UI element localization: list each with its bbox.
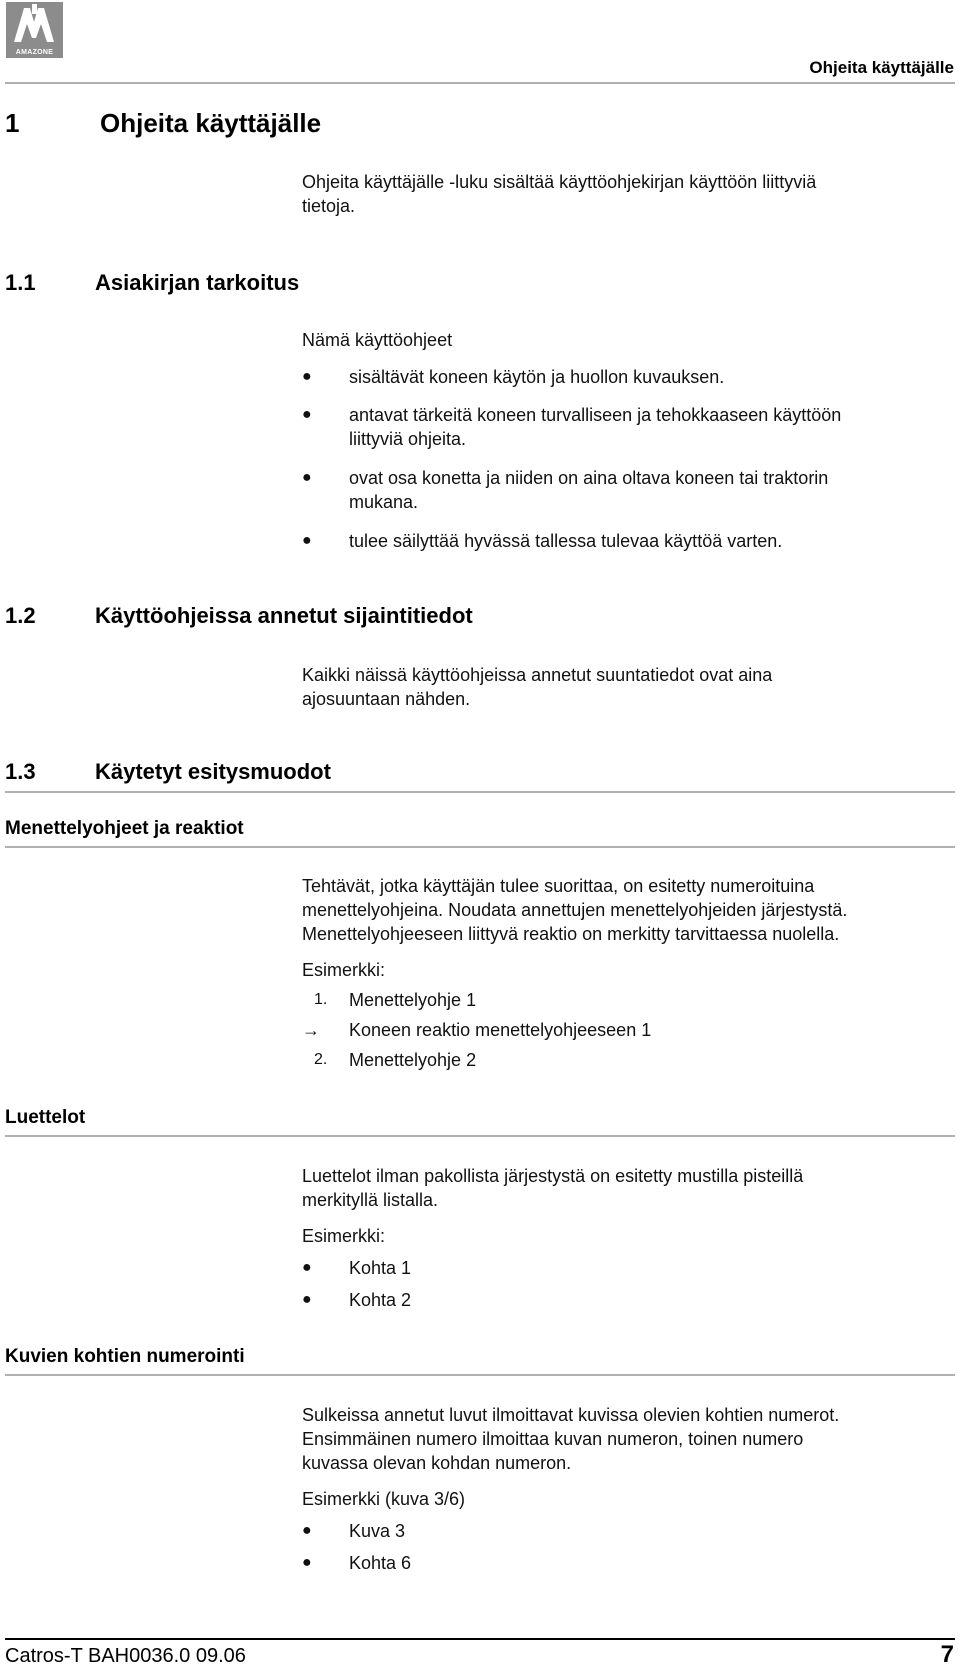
section-number: 1.3 [5,759,36,784]
text-line: merkityllä listalla. [302,1190,439,1210]
step-text: Menettelyohje 2 [349,1050,477,1070]
logo-text: AMAZONE [15,49,54,56]
section-number: 1.1 [5,270,36,295]
bullet-icon: ● [302,1554,312,1571]
text-line: Luettelot ilman pakollista järjestystä on esitetty mustilla pisteillä [302,1166,804,1186]
section-1-2-heading [5,603,473,629]
purpose-lead: Nämä käyttöohjeet [302,330,453,350]
bullet-icon: ● [302,532,312,549]
section-1-1-heading [5,270,299,296]
lists-text [302,1164,942,1212]
section-number: 1 [5,108,20,138]
footer-rule [5,1638,955,1640]
lists-example-label: Esimerkki: [302,1226,386,1246]
text-line: menettelyohjeina. Noudata annettujen menettelyohjeiden järjestystä. [302,900,848,920]
text-line: antavat tärkeitä koneen turvalliseen ja tehokkaaseen käyttöön [349,405,842,425]
section-title: Käyttöohjeissa annetut sijaintitiedot [95,603,473,628]
bullet-icon: ● [302,406,312,423]
bullet-icon: ● [302,1291,312,1308]
text-line: Kohta 6 [349,1553,412,1573]
text-line: Tehtävät, jotka käyttäjän tulee suorittaa, on esitetty numeroituina [302,876,815,896]
section-1-heading [5,108,321,139]
text-line: Menettelyohjeeseen liittyvä reaktio on merkitty tarvittaessa nuolella. [302,924,840,944]
section-number: 1.2 [5,603,36,628]
text-line: kuvassa olevan kohdan numeron. [302,1453,572,1473]
bullet-icon: ● [302,1259,312,1276]
procedures-example-label: Esimerkki: [302,960,386,980]
step-number: 1. [314,991,328,1008]
subsection-rule [5,846,955,848]
numbering-heading: Kuvien kohtien numerointi [5,1346,245,1367]
procedures-text [302,874,942,946]
amazone-logo [6,2,63,58]
numbering-text [302,1403,942,1475]
subsection-rule [5,1135,955,1137]
text-line: sisältävät koneen käytön ja huollon kuvauksen. [349,367,725,387]
logo-icon [6,2,63,46]
text-line: Ensimmäinen numero ilmoittaa kuvan numeron, toinen numero [302,1429,804,1449]
step-text: Menettelyohje 1 [349,990,477,1010]
running-header: Ohjeita käyttäjälle [809,58,954,77]
section-title: Ohjeita käyttäjälle [100,108,322,138]
bullet-icon: ● [302,469,312,486]
reaction-text: Koneen reaktio menettelyohjeeseen 1 [349,1020,652,1040]
lists-heading: Luettelot [5,1107,86,1128]
section-1-3-heading [5,759,331,785]
section-rule [5,791,955,793]
text-line: Ohjeita käyttäjälle -luku sisältää käyttöohjekirjan käyttöön liittyviä [302,172,817,192]
text-line: Sulkeissa annetut luvut ilmoittavat kuvissa olevien kohtien numerot. [302,1405,840,1425]
section-title: Asiakirjan tarkoitus [95,270,300,295]
arrow-right-icon: → [302,1020,320,1040]
section-title: Käytetyt esitysmuodot [95,759,331,784]
subsection-rule [5,1374,955,1376]
location-text [302,663,942,711]
bullet-icon: ● [302,1522,312,1539]
footer-doc-id: Catros-T BAH0036.0 09.06 [5,1645,246,1667]
text-line: liittyviä ohjeita. [349,429,467,449]
text-line: Kuva 3 [349,1521,406,1541]
text-line: Kohta 1 [349,1258,412,1278]
text-line: Kohta 2 [349,1290,412,1310]
text-line: mukana. [349,492,419,512]
text-line: ajosuuntaan nähden. [302,689,471,709]
text-line: ovat osa konetta ja niiden on aina oltava koneen tai traktorin [349,468,829,488]
header-rule [5,82,955,84]
text-line: tulee säilyttää hyvässä tallessa tulevaa käyttöä varten. [349,531,783,551]
page-number: 7 [940,1641,954,1668]
bullet-icon: ● [302,368,312,385]
step-number: 2. [314,1051,328,1068]
text-line: Kaikki näissä käyttöohjeissa annetut suuntatiedot ovat aina [302,665,773,685]
text-line: tietoja. [302,196,356,216]
numbering-example-label: Esimerkki (kuva 3/6) [302,1489,466,1509]
section-1-intro [302,170,942,218]
procedures-heading: Menettelyohjeet ja reaktiot [5,818,244,839]
